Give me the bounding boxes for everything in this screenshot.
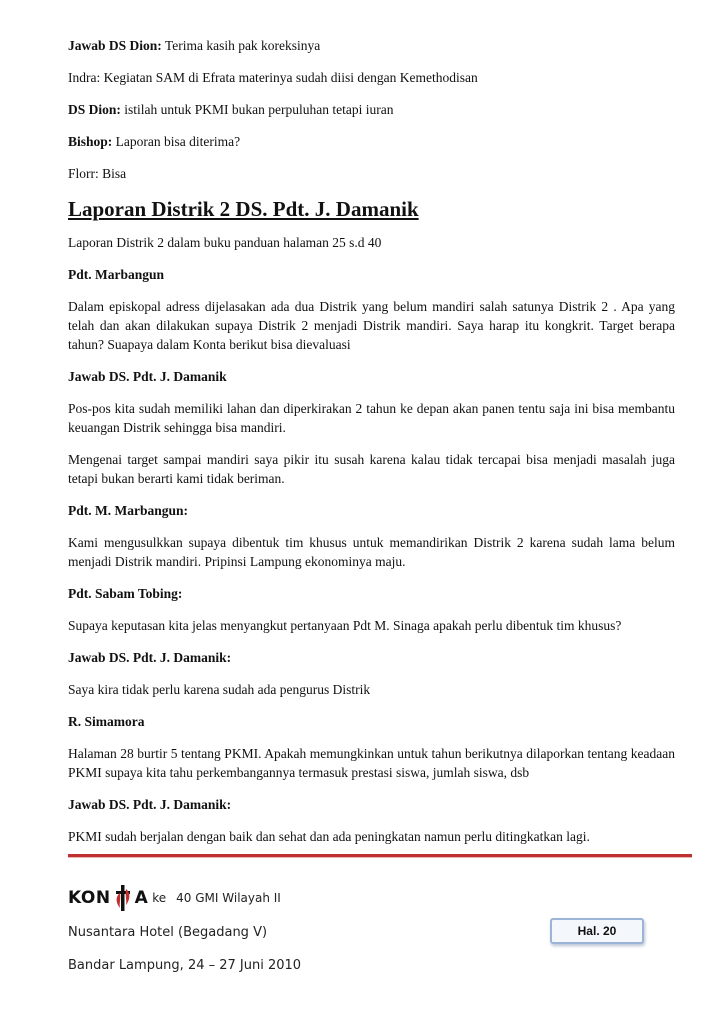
paragraph: Supaya keputasan kita jelas menyangkut pertanyaan Pdt M. Sinaga apakah perlu dibentuk tim khusus? xyxy=(68,618,622,633)
page-footer xyxy=(68,880,692,973)
paragraph xyxy=(68,100,675,119)
paragraph: Indra: Kegiatan SAM di Efrata materinya sudah diisi dengan Kemethodisan xyxy=(68,70,478,85)
date-text: Bandar Lampung, 24 – 27 Juni 2010 xyxy=(68,958,302,973)
speaker-label: Bishop: xyxy=(68,134,113,149)
brand-a-text: A xyxy=(134,888,149,908)
paragraph-text: istilah untuk PKMI bukan perpuluhan tetapi iuran xyxy=(120,102,394,117)
paragraph: Kami mengusulkkan supaya dibentuk tim khusus untuk memandirikan Distrik 2 karena sudah lama belum menjadi Distrik mandiri. Pripinsi Lampung ekonominya maju. xyxy=(68,535,675,569)
paragraph: Halaman 28 burtir 5 tentang PKMI. Apakah memungkinkan untuk tahun berikutnya dilaporkan tentang keadaan PKMI supaya kita tahu perkembangannya termasuk prestasi siswa, jumlah siswa, dsb xyxy=(68,746,675,780)
paragraph xyxy=(68,132,675,151)
brand-subtitle: 40 GMI Wilayah II xyxy=(176,891,281,905)
paragraph-text: Terima kasih pak koreksinya xyxy=(161,38,321,53)
footer-divider xyxy=(68,854,692,858)
document-body xyxy=(68,36,675,859)
speaker-heading: Pdt. Marbangun xyxy=(68,267,165,282)
paragraph: Mengenai target sampai mandiri saya pikir itu susah karena kalau tidak tercapai bisa menjadi masalah juga tetapi bukan berarti kami tidak beriman. xyxy=(68,452,675,486)
paragraph: Pos-pos kita sudah memiliki lahan dan diperkirakan 2 tahun ke depan akan panen tentu saja ini bisa membantu keuangan Distrik sehingga bisa mandiri. xyxy=(68,401,675,435)
page-number-badge: Hal. 20 xyxy=(550,918,644,944)
paragraph xyxy=(68,36,675,55)
section-heading: Laporan Distrik 2 DS. Pdt. J. Damanik xyxy=(68,197,419,221)
paragraph: PKMI sudah berjalan dengan baik dan sehat dan ada peningkatan namun perlu ditingkatkan lagi. xyxy=(68,829,590,844)
paragraph: Florr: Bisa xyxy=(68,166,127,181)
brand-kon-text: KON xyxy=(68,888,111,908)
speaker-heading: Jawab DS. Pdt. J. Damanik: xyxy=(68,797,232,812)
speaker-heading: Jawab DS. Pdt. J. Damanik xyxy=(68,369,227,384)
speaker-heading: R. Simamora xyxy=(68,714,145,729)
paragraph: Saya kira tidak perlu karena sudah ada pengurus Distrik xyxy=(68,682,371,697)
speaker-label: Jawab DS Dion: xyxy=(68,38,162,53)
speaker-heading: Jawab DS. Pdt. J. Damanik: xyxy=(68,650,232,665)
event-brand xyxy=(68,880,692,916)
brand-ke-text: ke xyxy=(152,891,167,905)
paragraph-text: Laporan bisa diterima? xyxy=(112,134,241,149)
speaker-heading: Pdt. M. Marbangun: xyxy=(68,503,189,518)
speaker-label: DS Dion: xyxy=(68,102,121,117)
venue-text: Nusantara Hotel (Begadang V) xyxy=(68,925,268,940)
paragraph: Laporan Distrik 2 dalam buku panduan halaman 25 s.d 40 xyxy=(68,235,382,250)
speaker-heading: Pdt. Sabam Tobing: xyxy=(68,586,183,601)
paragraph: Dalam episkopal adress dijelasakan ada dua Distrik yang belum mandiri salah satunya Distrik 2 . Apa yang telah dan akan dilakukan supaya Distrik 2 menjadi Distrik mandiri. Saya harap itu kongkrit. Target berapa tahun? Suapaya dalam Konta berikut bisa dievaluasi xyxy=(68,299,675,352)
cross-flame-icon xyxy=(114,883,132,913)
